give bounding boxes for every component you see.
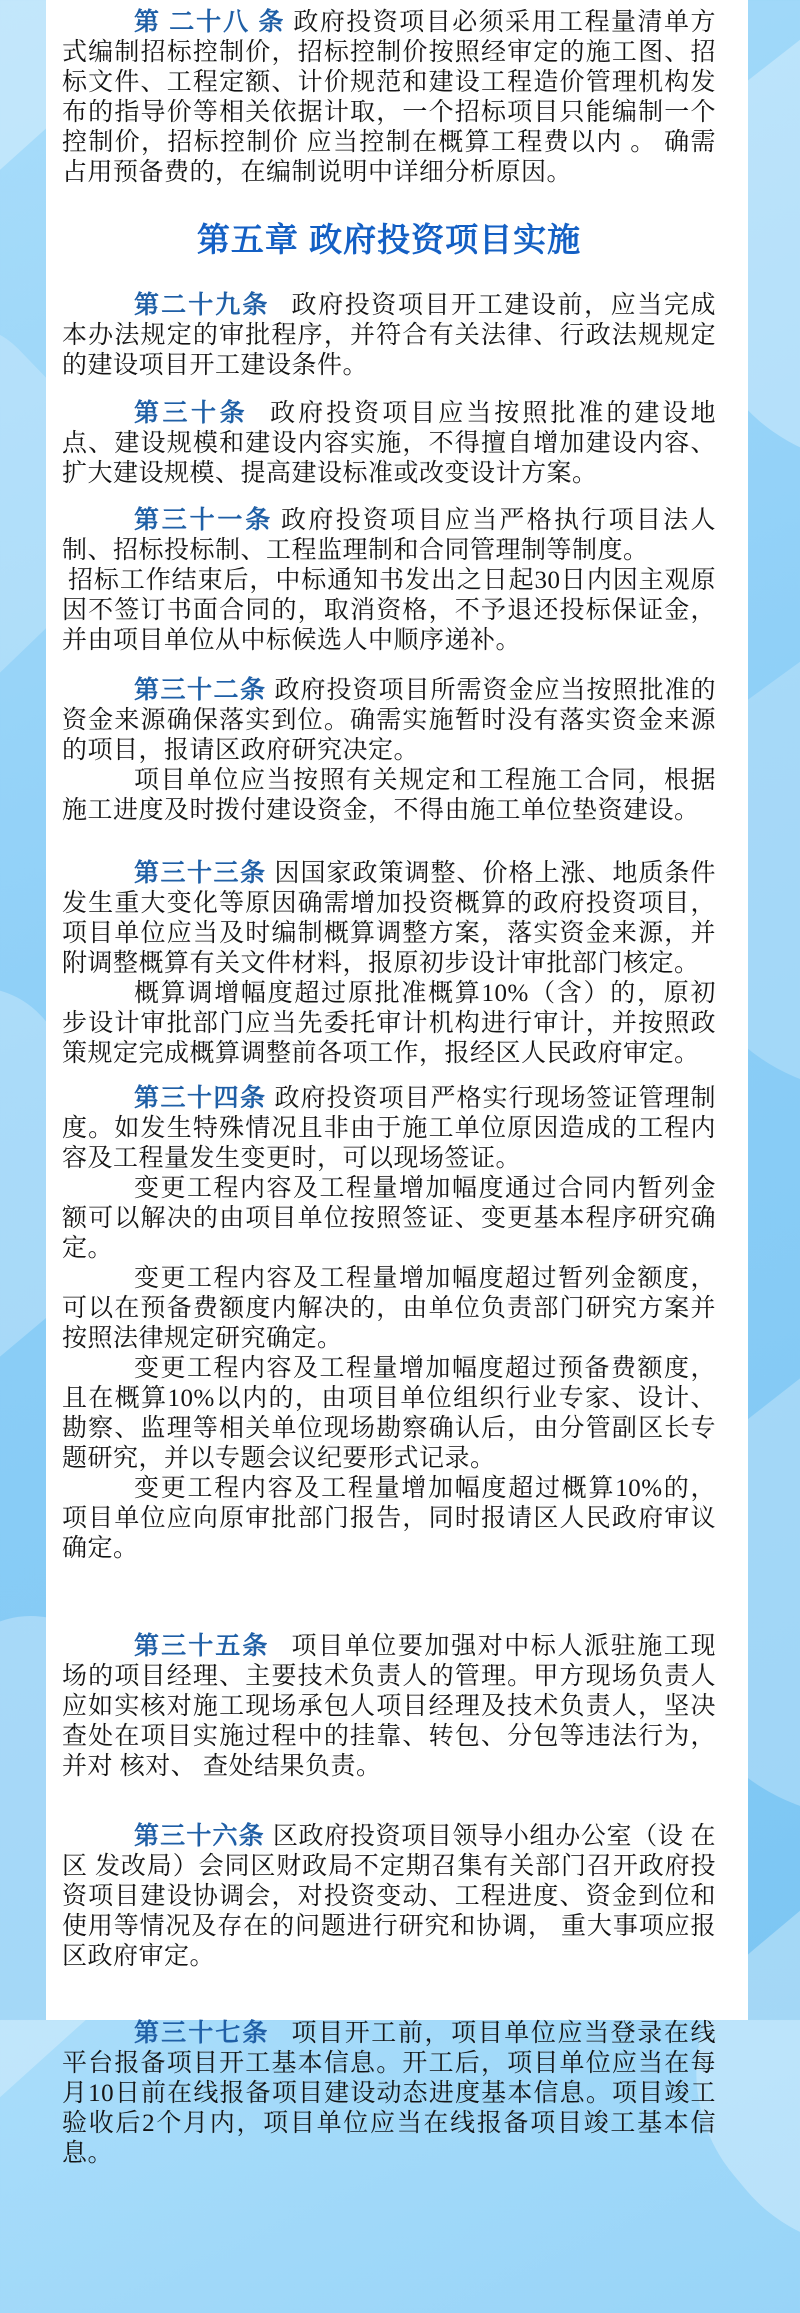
- article-30: [62, 399, 716, 489]
- article-paragraph: 招标工作结束后，中标通知书发出之日起30日内因主观原因不签订书面合同的，取消资格，不予退还投标保证金，并由项目单位从中标候选人中顺序递补。: [62, 567, 716, 654]
- article-paragraph: 变更工程内容及工程量增加幅度超过预备费额度，且在概算10%以内的，由项目单位组织行业专家、设计、勘察、监理等相关单位现场勘察确认后，由分管副区长专题研究，并以专题会议纪要形式记录。: [62, 1355, 716, 1472]
- article-paragraph: [62, 399, 716, 489]
- article-paragraph: 变更工程内容及工程量增加幅度通过合同内暂列金额可以解决的由项目单位按照签证、变更基本程序研究确定。: [62, 1175, 716, 1262]
- article-paragraph: 概算调增幅度超过原批准概算10%（含）的，原初步设计审批部门应当先委托审计机构进行审计，并按照政策规定完成概算调整前各项工作，报经区人民政府审定。: [62, 980, 716, 1067]
- article-paragraph: [62, 506, 716, 566]
- article-paragraph: [62, 859, 716, 979]
- article-37-number: 第三十七条: [134, 2020, 270, 2047]
- article-paragraph: [62, 1632, 716, 1782]
- article-34: [62, 1084, 716, 1564]
- article-37: [62, 2019, 716, 2169]
- article-34-text: 政府投资项目严格实行现场签证管理制度。如发生特殊情况且非由于施工单位原因造成的工程内容及工程量发生变更时，可以现场签证。: [62, 1085, 716, 1172]
- article-35: [62, 1632, 716, 1782]
- article-28-number: 第 二十八 条: [134, 9, 286, 36]
- article-37-text: 项目开工前，项目单位应当登录在线平台报备项目开工基本信息。开工后，项目单位应当在每月10日前在线报备项目建设动态进度基本信息。项目竣工验收后2个月内，项目单位应当在线报备项目竣工基本信息。: [62, 2020, 716, 2167]
- article-28-text: 政府投资项目必须采用工程量清单方式编制招标控制价，招标控制价按照经审定的施工图、招标文件、工程定额、计价规范和建设工程造价管理机构发布的指导价等相关依据计取，一个招标项目只能编制一个控制价，招标控制价 应当控制在概算工程费以内 。 确需占用预备费的，在编制说明中详细分析原因。: [62, 9, 716, 186]
- document-content: [46, 0, 748, 2169]
- article-paragraph: [62, 291, 716, 381]
- article-35-text: 项目单位要加强对中标人派驻施工现场的项目经理、主要技术负责人的管理。甲方现场负责人应如实核对施工现场承包人项目经理及技术负责人，坚决查处在项目实施过程中的挂靠、转包、分包等违法行为，并对 核对、 查处结果负责。: [62, 1633, 716, 1780]
- article-30-text: 政府投资项目应当按照批准的建设地点、建设规模和建设内容实施，不得擅自增加建设内容、扩大建设规模、提高建设标准或改变设计方案。: [62, 400, 716, 487]
- article-34-number: 第三十四条: [134, 1085, 267, 1112]
- article-28: [62, 8, 716, 188]
- article-36: [62, 1822, 716, 1972]
- article-32-text: 政府投资项目所需资金应当按照批准的资金来源确保落实到位。确需实施暂时没有落实资金来源的项目，报请区政府研究决定。: [62, 677, 716, 764]
- article-paragraph: 变更工程内容及工程量增加幅度超过暂列金额度，可以在预备费额度内解决的，由单位负责部门研究方案并按照法律规定研究确定。: [62, 1265, 716, 1352]
- article-paragraph: [62, 676, 716, 766]
- article-31: [62, 506, 716, 656]
- article-31-text: 政府投资项目应当严格执行项目法人制、招标投标制、工程监理制和合同管理制等制度。: [62, 507, 716, 564]
- article-32: [62, 676, 716, 826]
- article-paragraph: [62, 8, 716, 188]
- article-paragraph: 变更工程内容及工程量增加幅度超过概算10%的，项目单位应向原审批部门报告，同时报请区人民政府审议确定。: [62, 1475, 716, 1562]
- article-paragraph: [62, 2019, 716, 2169]
- article-29-number: 第二十九条: [134, 292, 270, 319]
- article-36-number: 第三十六条: [134, 1823, 265, 1850]
- article-29: [62, 291, 716, 381]
- article-33: [62, 859, 716, 1069]
- article-paragraph: [62, 1822, 716, 1972]
- article-29-text: 政府投资项目开工建设前，应当完成本办法规定的审批程序，并符合有关法律、行政法规规定的建设项目开工建设条件。: [62, 292, 716, 379]
- article-paragraph: [62, 1084, 716, 1174]
- article-36-text: 区政府投资项目领导小组办公室（设 在区 发改局）会同区财政局不定期召集有关部门召开政府投资项目建设协调会，对投资变动、工程进度、资金到位和使用等情况及存在的问题进行研究和协调， 重大事项应报区政府审定。: [62, 1823, 716, 1970]
- article-paragraph: 项目单位应当按照有关规定和工程施工合同，根据施工进度及时拨付建设资金，不得由施工单位垫资建设。: [62, 767, 716, 824]
- chapter-heading: 第五章 政府投资项目实施: [196, 221, 582, 258]
- document-panel: [46, 0, 748, 2167]
- article-33-text: 因国家政策调整、价格上涨、地质条件发生重大变化等原因确需增加投资概算的政府投资项目，项目单位应当及时编制概算调整方案，落实资金来源，并附调整概算有关文件材料，报原初步设计审批部门核定。: [62, 860, 716, 977]
- article-35-number: 第三十五条: [134, 1633, 270, 1660]
- article-33-number: 第三十三条: [134, 860, 267, 887]
- article-32-number: 第三十二条: [134, 677, 267, 704]
- article-31-number: 第三十一条: [134, 507, 273, 534]
- article-30-number: 第三十条: [134, 400, 249, 427]
